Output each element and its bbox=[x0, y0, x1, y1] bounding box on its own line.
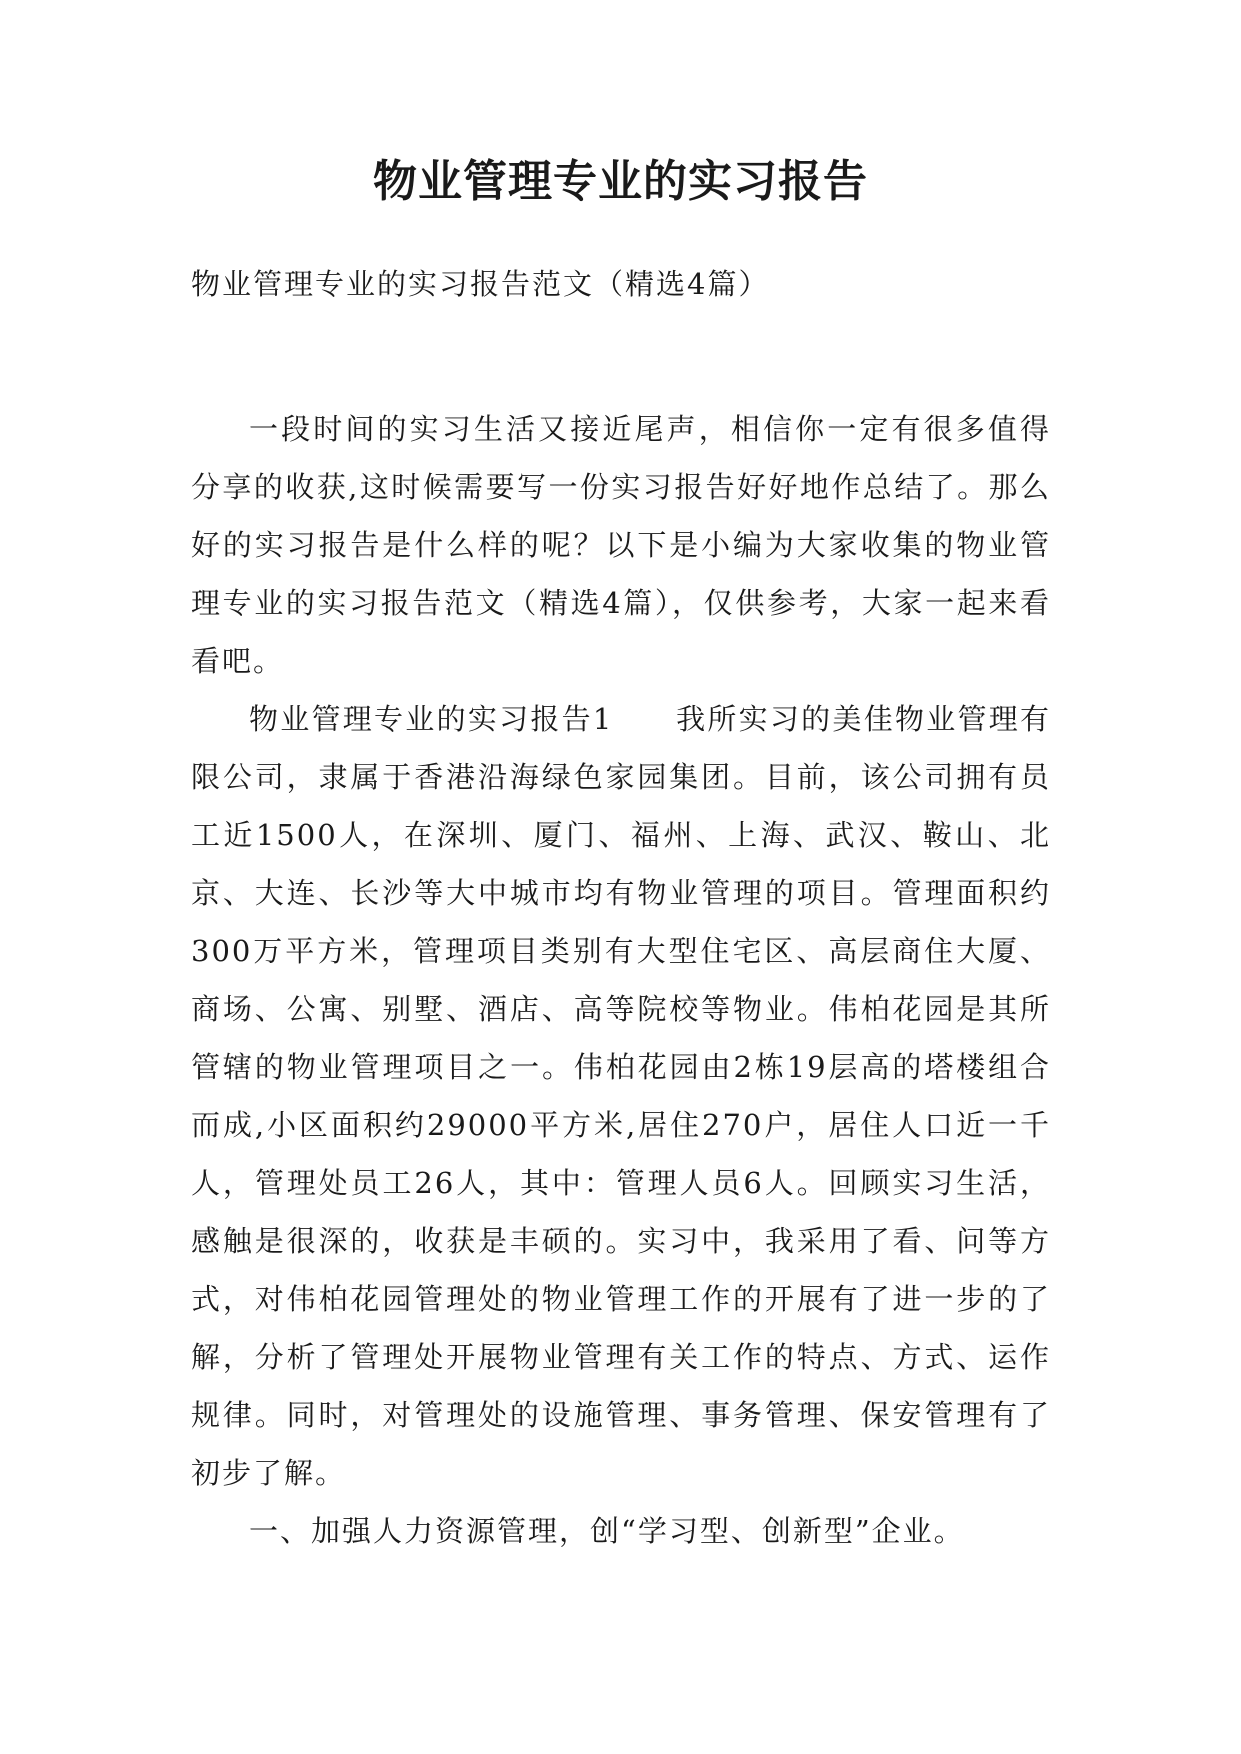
paragraph-section-1-heading: 一、加强人力资源管理，创“学习型、创新型”企业。 bbox=[249, 1514, 965, 1548]
document-subtitle: 物业管理专业的实习报告范文（精选4篇） bbox=[191, 267, 770, 301]
paragraph-intro: 一段时间的实习生活又接近尾声，相信你一定有很多值得分享的收获,这时候需要写一份实习报告好好地作总结了。那么好的实习报告是什么样的呢？以下是小编为大家收集的物业管理专业的实习报告范文（精选4篇），仅供参考，大家一起来看看吧。 bbox=[191, 412, 1051, 678]
document-title: 物业管理专业的实习报告 bbox=[373, 156, 868, 207]
document-body bbox=[191, 400, 1051, 1560]
paragraph-report-1: 物业管理专业的实习报告1 我所实习的美佳物业管理有限公司，隶属于香港沿海绿色家园集团。目前，该公司拥有员工近1500人，在深圳、厦门、福州、上海、武汉、鞍山、北京、大连、长沙等大中城市均有物业管理的项目。管理面积约300万平方米，管理项目类别有大型住宅区、高层商住大厦、商场、公寓、别墅、酒店、高等院校等物业。伟柏花园是其所管辖的物业管理项目之一。伟柏花园由2栋19层高的塔楼组合而成,小区面积约29000平方米,居住270户，居住人口近一千人，管理处员工26人，其中：管理人员6人。回顾实习生活，感触是很深的，收获是丰硕的。实习中，我采用了看、问等方式，对伟柏花园管理处的物业管理工作的开展有了进一步的了解，分析了管理处开展物业管理有关工作的特点、方式、运作规律。同时，对管理处的设施管理、事务管理、保安管理有了初步了解。 bbox=[191, 702, 1051, 1490]
